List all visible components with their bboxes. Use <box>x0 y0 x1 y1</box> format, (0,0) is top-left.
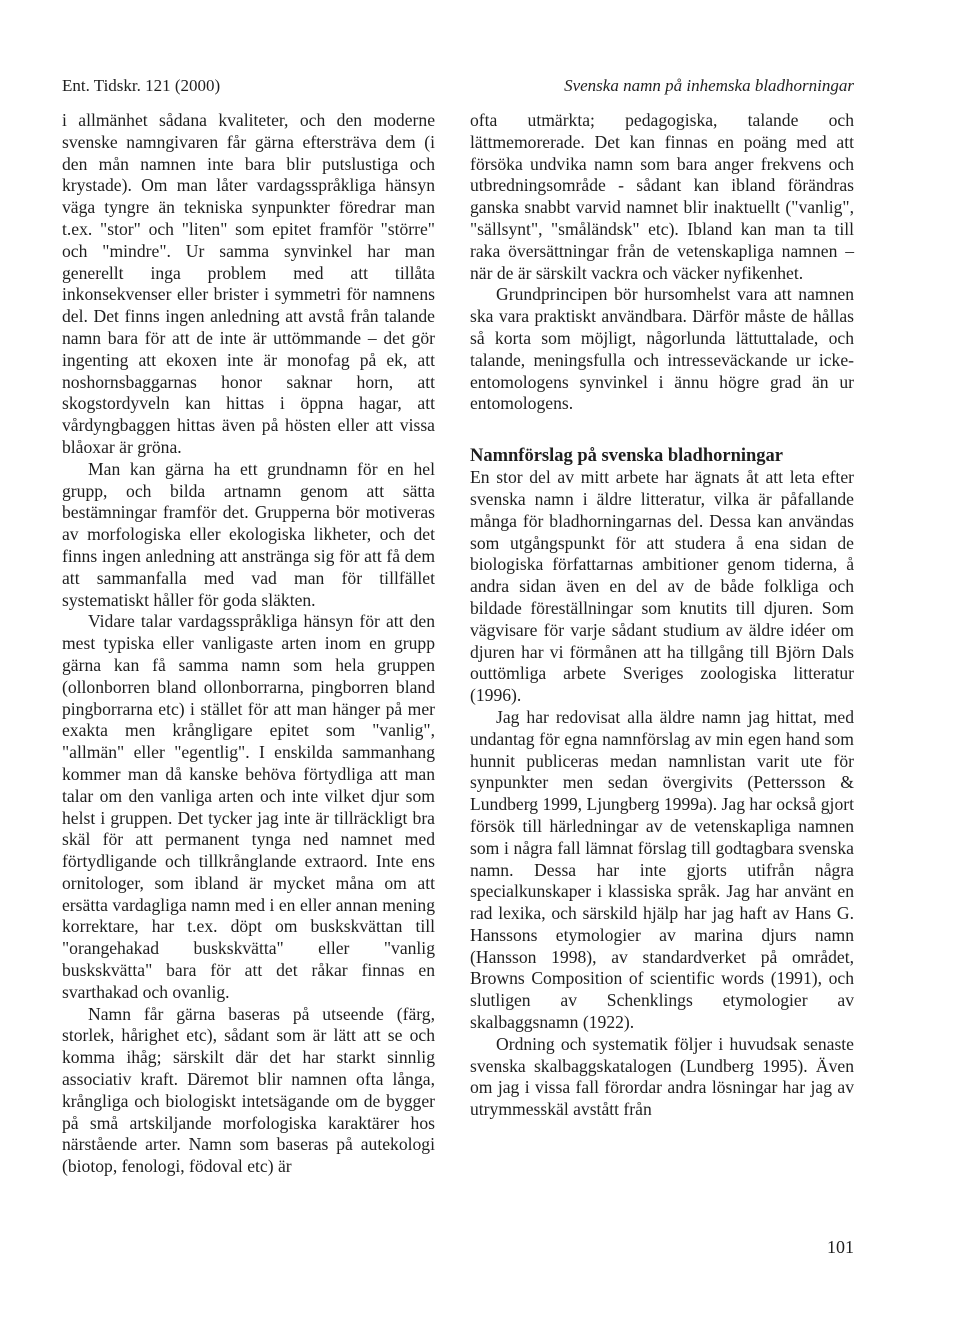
body-paragraph: Namn får gärna baseras på utseende (färg, storlek, hårighet etc), sådant som är lätt att se och komma ihåg; särskilt där det har starkt sinnlig associativ kraft. Däremot blir namnen ofta långa, krångliga och biologiskt intetsägande om de bygger på små artskiljande morfologiska karaktärer hos närstående arter. Namn som baseras på autekologi (biotop, fenologi, födoval etc) är <box>62 1003 435 1177</box>
body-paragraph: ofta utmärkta; pedagogiska, talande och lättmemorerade. Det kan finnas en poäng med att försöka undvika namn som bara anger frekvens och utbredningsområde - sådant kan ibland förändras ganska snabbt varvid namnet blir inaktuellt ("vanlig", "sällsynt", "småländsk" etc). Ibland kan man ta till raka översättningar från de vetenskapliga namnen – när de är särskilt vackra och väcker nyfikenhet. <box>470 110 854 283</box>
right-text-column <box>470 110 854 1121</box>
body-paragraph: Grundprincipen bör hursomhelst vara att namnen ska vara praktiskt användbara. Därför måste de hållas så korta som möjligt, någorlunda lättuttalade, och talande, meningsfulla och intresseväckande ur icke-entomologens synvinkel i ännu högre grad än ur entomologens. <box>470 284 854 414</box>
body-paragraph: Man kan gärna ha ett grundnamn för en hel grupp, och bilda artnamn genom att sätta bestämningar framför det. Grupperna bör motiveras av morfologiska eller ekologiska likheter, och det finns ingen anledning att anstränga sig för att få dem att sammanfalla med vad man för tillfället systematiskt håller för goda släkten. <box>62 458 435 610</box>
section-heading: Namnförslag på svenska bladhorningar <box>470 446 784 467</box>
page-number: 101 <box>827 1237 854 1257</box>
body-paragraph: Jag har redovisat alla äldre namn jag hittat, med undantag för egna namnförslag av min egen hand som hunnit publiceras medan namnlistan varit ute för synpunkter men sedan övergivits (Pettersson & Lundberg 1999, Ljungberg 1999a). Jag har också gjort försök till härledningar av de vetenskapliga namnen som i några fall lämnat förslag till godtagbara svenska namn. Dessa har inte gjorts utifrån några specialkunskaper i klassiska språk. Jag har använt en rad lexika, och särskild hjälp har jag haft av Hans G. Hanssons etymologier av marina djurs namn (Hansson 1998), av standardverket på området, Browns Composition of scientific words (1991), och slutligen av Schenklings etymologier av skalbaggsnamn (1922). <box>470 706 854 1033</box>
body-paragraph: Vidare talar vardagsspråkliga hänsyn för att den mest typiska eller vanligaste arten inom en grupp gärna kan få samma namn som hela gruppen (ollonborren bland ollonborrarna, pingborren bland pingborrarna etc) i stället för att man hänger på mer exakta men krångligare epitet som "vanlig", "allmän" eller "egentlig". I enskilda sammanhang kommer man då kanske behöva förtydliga att man talar om den vanliga arten och inte vilket djur som helst i gruppen. Det tycker jag inte är tillräckligt bra skäl för att permanent tynga ned namnet med förtydligande och tillkrånglande extraord. Inte ens ornitologer, som ibland är mycket måna om att ersätta vardagliga namn med i en eller annan mening korrektare, har t.ex. döpt om buskskvättan till "orangehakad buskskvätta" eller "vanlig buskskvätta" bara för att det råkar finnas en svarthakad och ovanlig. <box>62 611 435 1002</box>
body-paragraph: i allmänhet sådana kvaliteter, och den moderne svenske namngivaren får gärna eftersträva dem (i den mån namnen inte bara blir putslustiga och krystade). Om man låter vardagsspråkliga hänsyn väga tyngre än tekniska synpunkter föredrar man t.ex. "stor" och "liten" som epitet framför "större" och "mindre". Ur samma synvinkel har man generellt inga problem med att tillåta inkonsekvenser eller brister i symmetri för namnens del. Det finns ingen anledning att avstå från talande namn bara för att de inte är uttömmande – det gör ingenting att ekoxen inte är monofag på ek, att noshornsbaggarnas honor saknar horn, att skogstordyveln kan hittas i öppna hagar, att vårdyngbaggen hittas även på hösten eller att vissa blåoxar är gröna. <box>62 110 435 457</box>
running-head-journal: Ent. Tidskr. 121 (2000) <box>62 76 221 95</box>
left-text-column <box>62 110 435 1178</box>
body-paragraph: Ordning och systematik följer i huvudsak senaste svenska skalbaggskatalogen (Lundberg 1995). Även om jag i vissa fall förordar andra lösningar har jag av utrymmesskäl avstått från <box>470 1033 854 1120</box>
running-head-article-title: Svenska namn på inhemska bladhorningar <box>564 76 854 95</box>
body-paragraph: En stor del av mitt arbete har ägnats åt att leta efter svenska namn i äldre litteratur, vilka är påfallande många för bladhorningarnas del. Dessa kan användas som utgångspunkt för att studera å ena sidan de biologiska författarnas ambitioner genom tiderna, å andra sidan även en del av de både folkliga och bildade föreställningar som knutits till djuren. Som vägvisare för varje sådant studium av äldre idéer om djuren har vi förmånen att ha tillgång till Björn Dals outtömliga arbete Sveriges zoologiska litteratur (1996). <box>470 467 854 706</box>
